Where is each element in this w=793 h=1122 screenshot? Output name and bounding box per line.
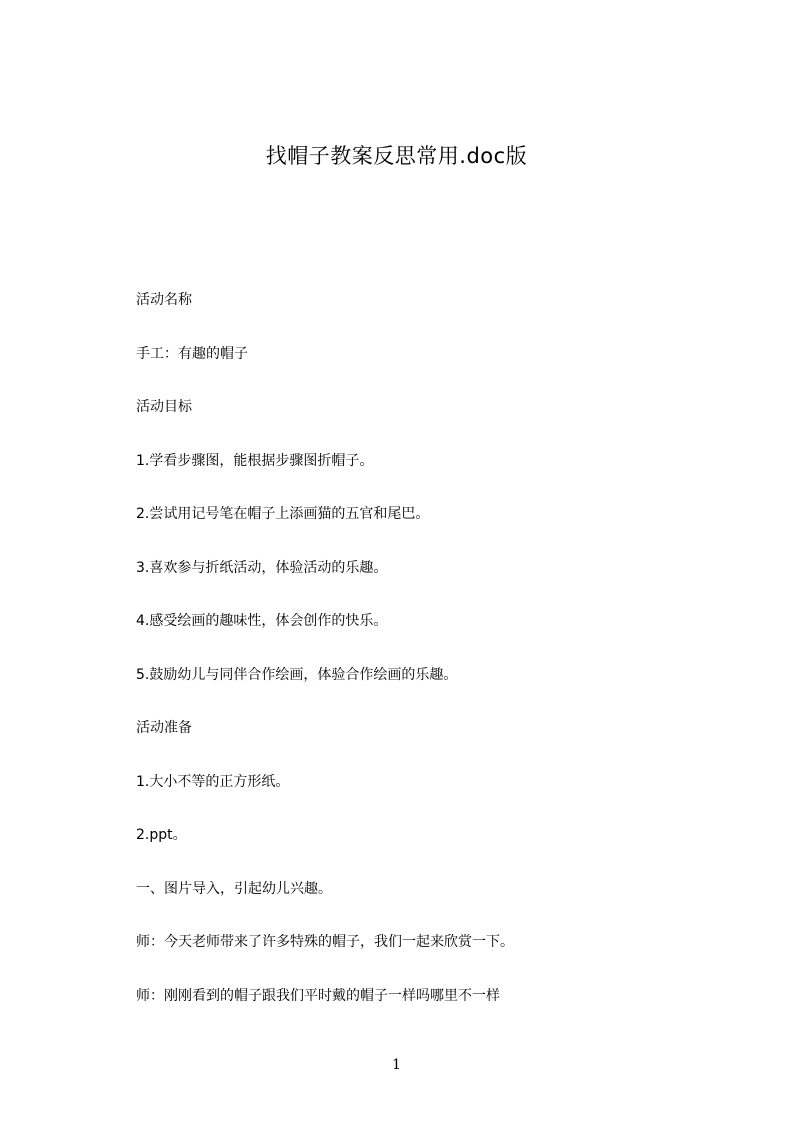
section-heading-activity-name: 活动名称 <box>136 292 192 308</box>
list-item: 1.学看步骤图，能根据步骤图折帽子。 <box>136 452 374 469</box>
step-heading: 一、图片导入，引起幼儿兴趣。 <box>136 880 332 897</box>
page-number: 1 <box>392 1057 401 1073</box>
list-item: 5.鼓励幼儿与同伴合作绘画，体验合作绘画的乐趣。 <box>136 666 458 683</box>
list-item: 2.尝试用记号笔在帽子上添画猫的五官和尾巴。 <box>136 506 430 522</box>
section-heading-activity-goals: 活动目标 <box>136 399 192 415</box>
paragraph: 师：刚刚看到的帽子跟我们平时戴的帽子一样吗哪里不一样 <box>136 987 500 1004</box>
list-item: 2.ppt。 <box>136 827 187 843</box>
document-title: 找帽子教案反思常用.doc版 <box>265 144 528 168</box>
document-body <box>136 290 696 1039</box>
section-heading-activity-preparation: 活动准备 <box>136 720 192 736</box>
list-item: 1.大小不等的正方形纸。 <box>136 773 290 790</box>
list-item: 3.喜欢参与折纸活动，体验活动的乐趣。 <box>136 559 388 576</box>
paragraph: 师：今天老师带来了许多特殊的帽子，我们一起来欣赏一下。 <box>136 934 514 950</box>
list-item: 4.感受绘画的趣味性，体会创作的快乐。 <box>136 613 388 629</box>
paragraph: 手工：有趣的帽子 <box>136 345 248 362</box>
